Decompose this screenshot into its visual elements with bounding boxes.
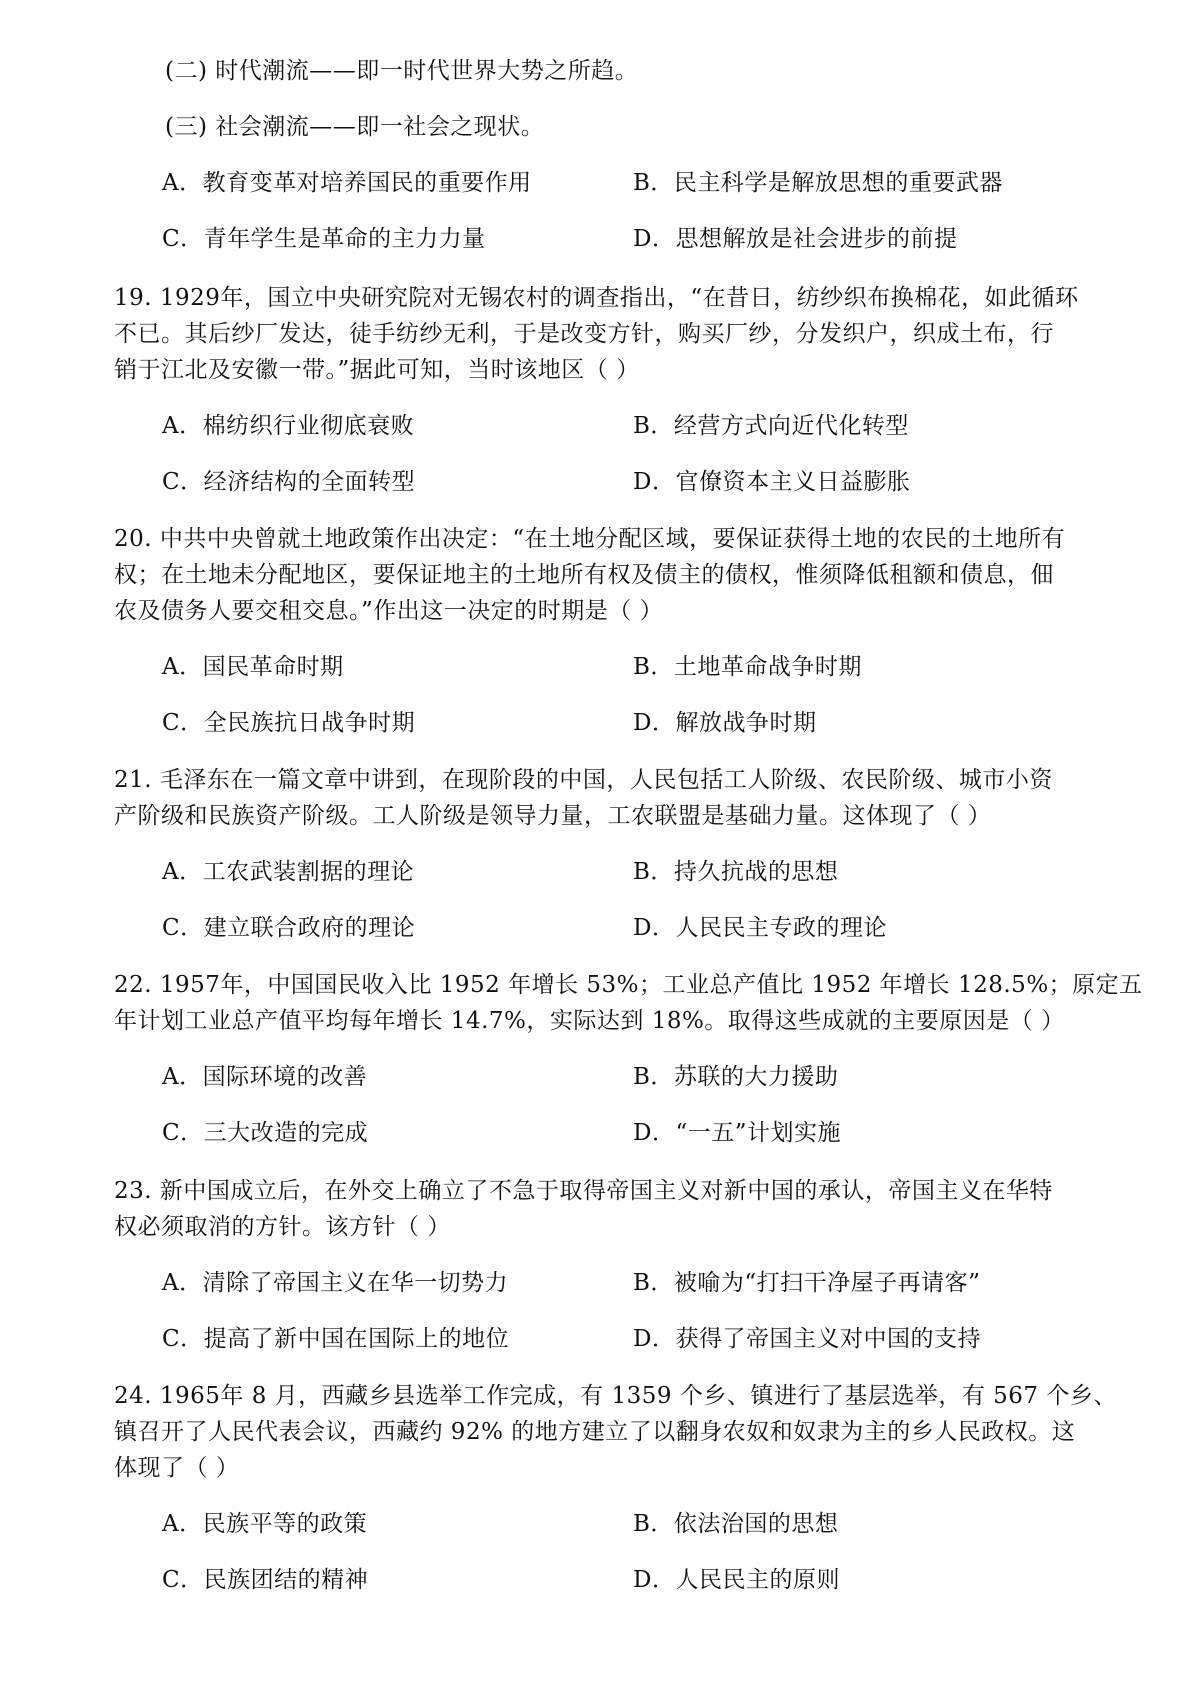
q20-option-a: A．国民革命时期 (162, 654, 344, 680)
q19-option-c: C．经济结构的全面转型 (162, 469, 416, 495)
q19-stem-line-3: 销于江北及安徽一带。”据此可知，当时该地区（ ） (114, 357, 640, 383)
q18-option-d: D．思想解放是社会进步的前提 (633, 226, 958, 252)
q23-option-c: C．提高了新中国在国际上的地位 (162, 1326, 510, 1352)
q21-stem-line-1: 21. 毛泽东在一篇文章中讲到，在现阶段的中国，人民包括工人阶级、农民阶级、城市小资 (114, 767, 1053, 793)
q24-stem-line-2: 镇召开了人民代表会议，西藏约 92% 的地方建立了以翻身农奴和奴隶为主的乡人民政权。这 (114, 1419, 1076, 1445)
q18-option-b: B．民主科学是解放思想的重要武器 (633, 170, 1003, 196)
q21-option-b: B．持久抗战的思想 (633, 859, 839, 885)
q22-option-a: A．国际环境的改善 (162, 1064, 368, 1090)
q23-stem-line-1: 23. 新中国成立后，在外交上确立了不急于取得帝国主义对新中国的承认，帝国主义在华特 (114, 1178, 1053, 1204)
q23-option-b: B．被喻为“打扫干净屋子再请客” (633, 1270, 981, 1296)
q19-stem-line-2: 不已。其后纱厂发达，徒手纺纱无利，于是改变方针，购买厂纱，分发织户，织成土布，行 (114, 321, 1054, 347)
q19-option-b: B．经营方式向近代化转型 (633, 413, 909, 439)
q21-option-d: D．人民民主专政的理论 (633, 915, 887, 941)
q21-option-a: A．工农武装割据的理论 (162, 859, 415, 885)
q20-option-d: D．解放战争时期 (633, 710, 817, 736)
q20-stem-line-2: 权；在土地未分配地区，要保证地主的土地所有权及债主的债权，惟须降低租额和债息，佃 (114, 562, 1054, 588)
q22-option-b: B．苏联的大力援助 (633, 1064, 839, 1090)
q24-stem-line-3: 体现了（ ） (114, 1455, 240, 1481)
q19-stem-line-1: 19. 1929年，国立中央研究院对无锡农村的调查指出，“在昔日，纺纱织布换棉花，如此循环 (114, 285, 1079, 311)
q21-stem-line-2: 产阶级和民族资产阶级。工人阶级是领导力量，工农联盟是基础力量。这体现了（ ） (114, 803, 992, 829)
q20-option-c: C．全民族抗日战争时期 (162, 710, 416, 736)
intro-line-2: (二) 时代潮流——即一时代世界大势之所趋。 (165, 58, 639, 84)
q24-option-d: D．人民民主的原则 (633, 1567, 840, 1593)
q20-option-b: B．土地革命战争时期 (633, 654, 862, 680)
q24-option-a: A．民族平等的政策 (162, 1511, 368, 1537)
q23-stem-line-2: 权必须取消的方针。该方针（ ） (114, 1214, 451, 1240)
q21-option-c: C．建立联合政府的理论 (162, 915, 416, 941)
q20-stem-line-1: 20. 中共中央曾就土地政策作出决定：“在土地分配区域，要保证获得土地的农民的土地所有 (114, 526, 1066, 552)
q22-option-d: D．“一五”计划实施 (633, 1120, 841, 1146)
q19-option-d: D．官僚资本主义日益膨胀 (633, 469, 911, 495)
q20-stem-line-3: 农及债务人要交租交息。”作出这一决定的时期是（ ） (114, 598, 664, 624)
q22-stem-line-2: 年计划工业总产值平均每年增长 14.7%，实际达到 18%。取得这些成就的主要原因是（ ） (114, 1008, 1065, 1034)
q18-option-a: A．教育变革对培养国民的重要作用 (162, 170, 532, 196)
q24-option-c: C．民族团结的精神 (162, 1567, 369, 1593)
q18-option-c: C．青年学生是革命的主力力量 (162, 226, 486, 252)
q22-option-c: C．三大改造的完成 (162, 1120, 369, 1146)
intro-line-3: (三) 社会潮流——即一社会之现状。 (165, 114, 545, 140)
q24-option-b: B．依法治国的思想 (633, 1511, 839, 1537)
q23-option-d: D．获得了帝国主义对中国的支持 (633, 1326, 981, 1352)
q22-stem-line-1: 22. 1957年，中国国民收入比 1952 年增长 53%；工业总产值比 1952 年增长 128.5%；原定五 (114, 972, 1143, 998)
q19-option-a: A．棉纺织行业彻底衰败 (162, 413, 415, 439)
q24-stem-line-1: 24. 1965年 8 月，西藏乡县选举工作完成，有 1359 个乡、镇进行了基层选举，有 567 个乡、 (114, 1383, 1117, 1409)
q23-option-a: A．清除了帝国主义在华一切势力 (162, 1270, 509, 1296)
